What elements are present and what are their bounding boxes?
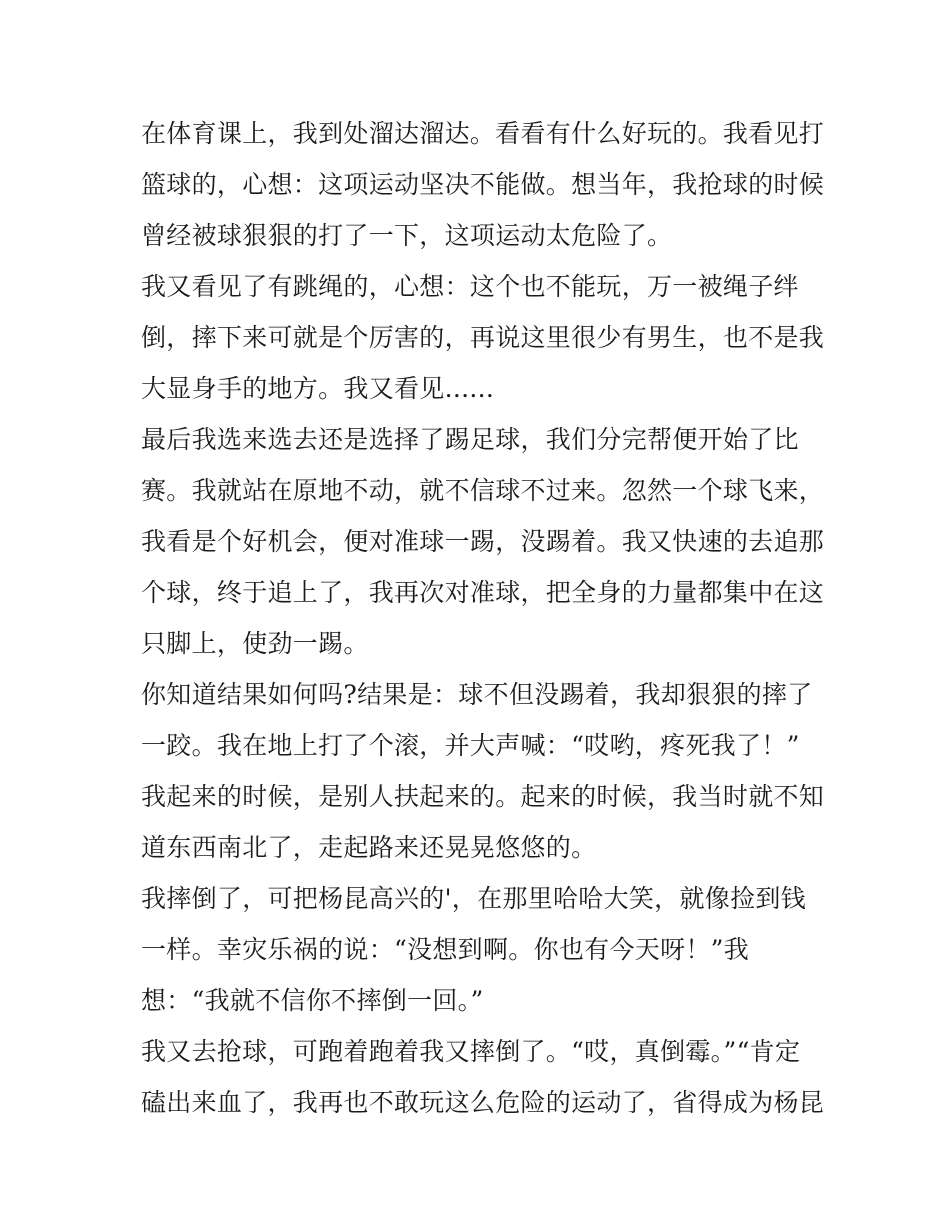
text-line: 个球，终于追上了，我再次对准球，把全身的力量都集中在这: [141, 578, 825, 607]
text-line: 最后我选来选去还是选择了踢足球，我们分完帮便开始了比: [141, 425, 799, 454]
text-line: 一跤。我在地上打了个滚，并大声喊：“哎哟，疼死我了！”: [141, 731, 800, 760]
text-line: 我起来的时候，是别人扶起来的。起来的时候，我当时就不知: [141, 782, 825, 811]
text-line: 你知道结果如何吗?结果是：球不但没踢着，我却狠狠的摔了: [141, 680, 813, 709]
text-line: 我又去抢球，可跑着跑着我又摔倒了。“哎，真倒霉。”“肯定: [141, 1037, 801, 1066]
text-line: 篮球的，心想：这项运动坚决不能做。想当年，我抢球的时候: [141, 170, 825, 199]
text-line: 我摔倒了，可把杨昆高兴的'，在那里哈哈大笑，就像捡到钱: [141, 884, 806, 913]
text-line: 想：“我就不信你不摔倒一回。”: [141, 986, 484, 1015]
text-line: 我又看见了有跳绳的，心想：这个也不能玩，万一被绳子绊: [141, 272, 799, 301]
text-line: 在体育课上，我到处溜达溜达。看看有什么好玩的。我看见打: [141, 119, 825, 148]
text-line: 倒，摔下来可就是个厉害的，再说这里很少有男生，也不是我: [141, 323, 825, 352]
text-line: 赛。我就站在原地不动，就不信球不过来。忽然一个球飞来，: [141, 476, 825, 505]
text-line: 大显身手的地方。我又看见......: [141, 374, 495, 403]
text-line: 磕出来血了，我再也不敢玩这么危险的运动了，省得成为杨昆: [141, 1088, 825, 1117]
text-line: 曾经被球狠狠的打了一下，这项运动太危险了。: [141, 221, 673, 250]
text-line: 道东西南北了，走起路来还晃晃悠悠的。: [141, 833, 597, 862]
text-line: 我看是个好机会，便对准球一踢，没踢着。我又快速的去追那: [141, 527, 825, 556]
essay-body: [141, 108, 825, 1128]
text-line: 只脚上，使劲一踢。: [141, 629, 369, 658]
text-line: 一样。幸灾乐祸的说：“没想到啊。你也有今天呀！”我: [141, 935, 750, 964]
